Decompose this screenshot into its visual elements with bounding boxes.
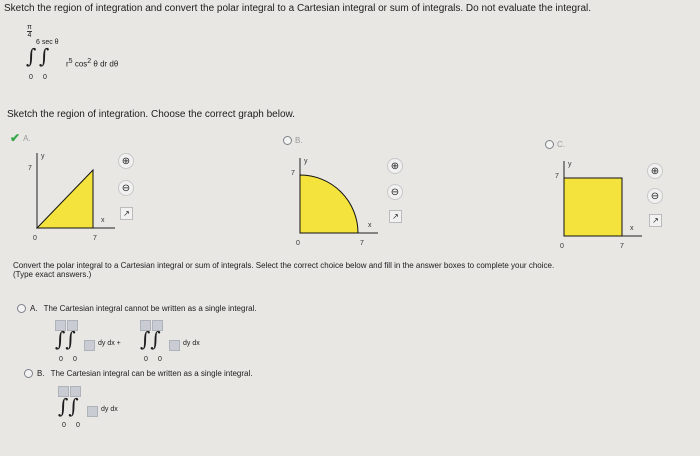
zoom-out-icon[interactable]: ⊖ [387,184,403,200]
choice-b-label: B. [37,369,45,378]
integrand-box[interactable] [87,404,98,422]
x-axis-label: x [101,217,105,224]
outer-integral-sign: ∫ [26,44,37,68]
x-tick-label: 7 [620,243,624,250]
problem-prompt: Sketch the region of integration and convert the polar integral to a Cartesian integral or sum of integrals. Do not evaluate the integral. [4,3,592,14]
inner-lower-limit: 0 [43,74,47,81]
dydx: dy dx [101,406,118,413]
external-link-icon[interactable]: ↗ [120,207,133,220]
lower-limit: 0 [144,356,148,363]
denominator: 4 [27,32,32,39]
region-quarter-circle [300,175,358,233]
radio-button-b[interactable] [283,136,292,145]
y-axis-label: y [304,158,308,165]
exact-answers-note: (Type exact answers.) [13,270,92,279]
lower-limit: 0 [62,422,66,429]
zoom-in-icon[interactable]: ⊕ [118,153,134,169]
cos-exponent: 2 [87,58,92,65]
convert-prompt [13,261,693,279]
option-a[interactable] [10,131,31,145]
lower-limit: 0 [158,356,162,363]
integrand-box[interactable] [169,338,180,356]
option-b-label: B. [295,136,303,145]
polar-integral [26,24,226,84]
inner-upper-limit: 6 sec θ [36,39,59,46]
lower-limit: 0 [59,356,63,363]
x-axis-label: x [368,222,372,229]
choice-b-text: The Cartesian integral can be written as a single integral. [50,369,253,378]
integral-sign: ∫∫ [140,327,161,351]
y-tick-label: 7 [291,170,295,177]
integral-sign: ∫∫ [55,327,76,351]
y-axis-label: y [41,153,45,160]
dydx-plus: dy dx + [98,340,121,347]
integrand [66,58,118,69]
choice-b[interactable] [24,369,252,378]
option-a-label: A. [23,133,31,143]
outer-lower-limit: 0 [29,74,33,81]
dydx: dy dx [183,340,200,347]
region-square [564,178,622,236]
cos-function: cos [74,59,88,69]
r-exponent: 5 [68,58,73,65]
sketch-prompt: Sketch the region of integration. Choose the correct graph below. [7,109,295,120]
origin-label: 0 [560,243,564,250]
choice-a[interactable] [17,304,257,313]
origin-label: 0 [296,240,300,247]
radio-button-choice-a[interactable] [17,304,26,313]
lower-limit: 0 [73,356,77,363]
zoom-in-icon[interactable]: ⊕ [387,158,403,174]
integral-sign: ∫∫ [58,394,79,418]
y-tick-label: 7 [555,173,559,180]
x-tick-label: 7 [360,240,364,247]
external-link-icon[interactable]: ↗ [649,214,662,227]
x-tick-label: 7 [93,235,97,242]
r-variable: r [66,59,69,69]
inner-integral-sign: ∫ [39,44,50,68]
zoom-in-icon[interactable]: ⊕ [647,163,663,179]
graph-c[interactable] [552,156,647,251]
zoom-out-icon[interactable]: ⊖ [118,180,134,196]
y-tick-label: 7 [28,165,32,172]
option-b[interactable] [283,136,303,145]
y-axis-label: y [568,161,572,168]
checkmark-icon: ✔ [10,131,21,145]
radio-button-choice-b[interactable] [24,369,33,378]
option-c-label: C. [557,140,565,149]
convert-instructions: Convert the polar integral to a Cartesian integral or sum of integrals. Select the correct choice below and fill in the answer boxes to complete your choice. [13,261,555,270]
integrand-box[interactable] [84,338,95,356]
external-link-icon[interactable]: ↗ [389,210,402,223]
graph-a[interactable] [25,148,120,243]
choice-a-text: The Cartesian integral cannot be written as a single integral. [43,304,257,313]
zoom-out-icon[interactable]: ⊖ [647,188,663,204]
radio-button-c[interactable] [545,140,554,149]
lower-limit: 0 [76,422,80,429]
differentials: θ dr dθ [93,59,119,69]
pi-symbol: π [27,24,32,31]
choice-a-label: A. [30,304,38,313]
option-c[interactable] [545,140,565,149]
region-triangle [37,170,93,228]
x-axis-label: x [630,225,634,232]
graph-b[interactable] [288,153,383,248]
outer-upper-limit [27,24,32,39]
origin-label: 0 [33,235,37,242]
